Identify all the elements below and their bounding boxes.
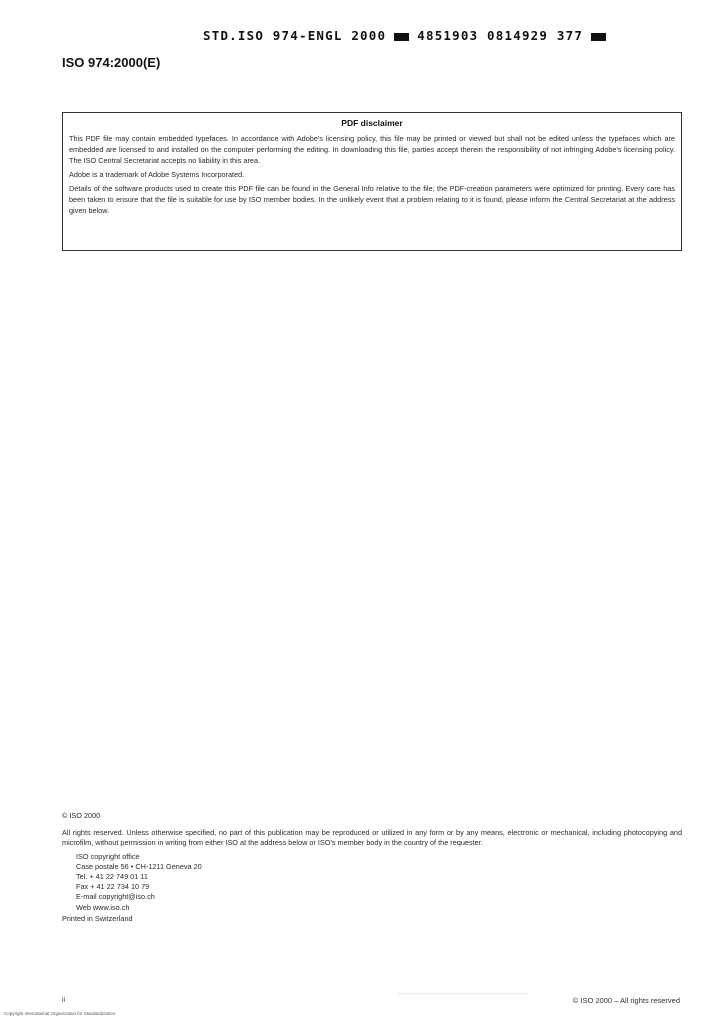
disclaimer-paragraph: Details of the software products used to create this PDF file can be found in the General Info relative to the file; the PDF-creation parameters were optimized for printing. Every care has been taken to ensure that the file is suitable for use by ISO member bodies. In the unlikely event that a problem relating to it is found, please inform the Central Secretariat at the address given below. — [69, 184, 675, 215]
pdf-disclaimer-box — [62, 112, 682, 251]
address-line: E-mail copyright@iso.ch — [76, 892, 155, 902]
stamp-block — [394, 33, 409, 41]
stamp-number: 4851903 0814929 — [417, 28, 549, 43]
stamp-block — [591, 33, 606, 41]
footer-copyright: © ISO 2000 – All rights reserved — [572, 996, 680, 1005]
address-line: Fax + 41 22 734 10 79 — [76, 882, 150, 892]
page-number: ii — [62, 997, 66, 1004]
stamp-text: STD.ISO 974-ENGL 2000 — [203, 28, 387, 43]
address-line: Case postale 56 • CH-1211 Geneva 20 — [76, 861, 202, 871]
copyright-office-address — [76, 852, 682, 913]
disclaimer-paragraph: This PDF file may contain embedded typefaces. In accordance with Adobe's licensing policy, this file may be printed or viewed but shall not be edited unless the typefaces which are embedded are licensed to and installed on the computer performing the editing. In downloading this file, parties accept therein the responsibility of not infringing Adobe's licensing policy. The ISO Central Secretariat accepts no liability in this area. — [69, 134, 675, 165]
address-line: ISO copyright office — [76, 851, 140, 861]
printed-in: Printed in Switzerland — [62, 913, 133, 923]
rights-statement: All rights reserved. Unless otherwise specified, no part of this publication may be reproduced or utilized in any form or by any means, electronic or mechanical, including photocopying and microfilm, without permission in writing from either ISO at the address below or ISO's member body in the country of the requester. — [62, 827, 682, 847]
footer-note: Copyright International Organization for Standardization — [4, 1011, 116, 1016]
scan-artifact — [398, 993, 528, 994]
document-stamp — [203, 28, 614, 43]
address-line: Web www.iso.ch — [76, 902, 130, 912]
copyright-section — [62, 811, 682, 924]
document-id: ISO 974:2000(E) — [62, 55, 161, 70]
disclaimer-paragraph: Adobe is a trademark of Adobe Systems Incorporated. — [69, 170, 245, 179]
disclaimer-title: PDF disclaimer — [341, 118, 403, 128]
copyright-line: © ISO 2000 — [62, 811, 101, 820]
stamp-suffix: 377 — [556, 28, 584, 43]
address-line: Tel. + 41 22 749 01 11 — [76, 871, 148, 881]
